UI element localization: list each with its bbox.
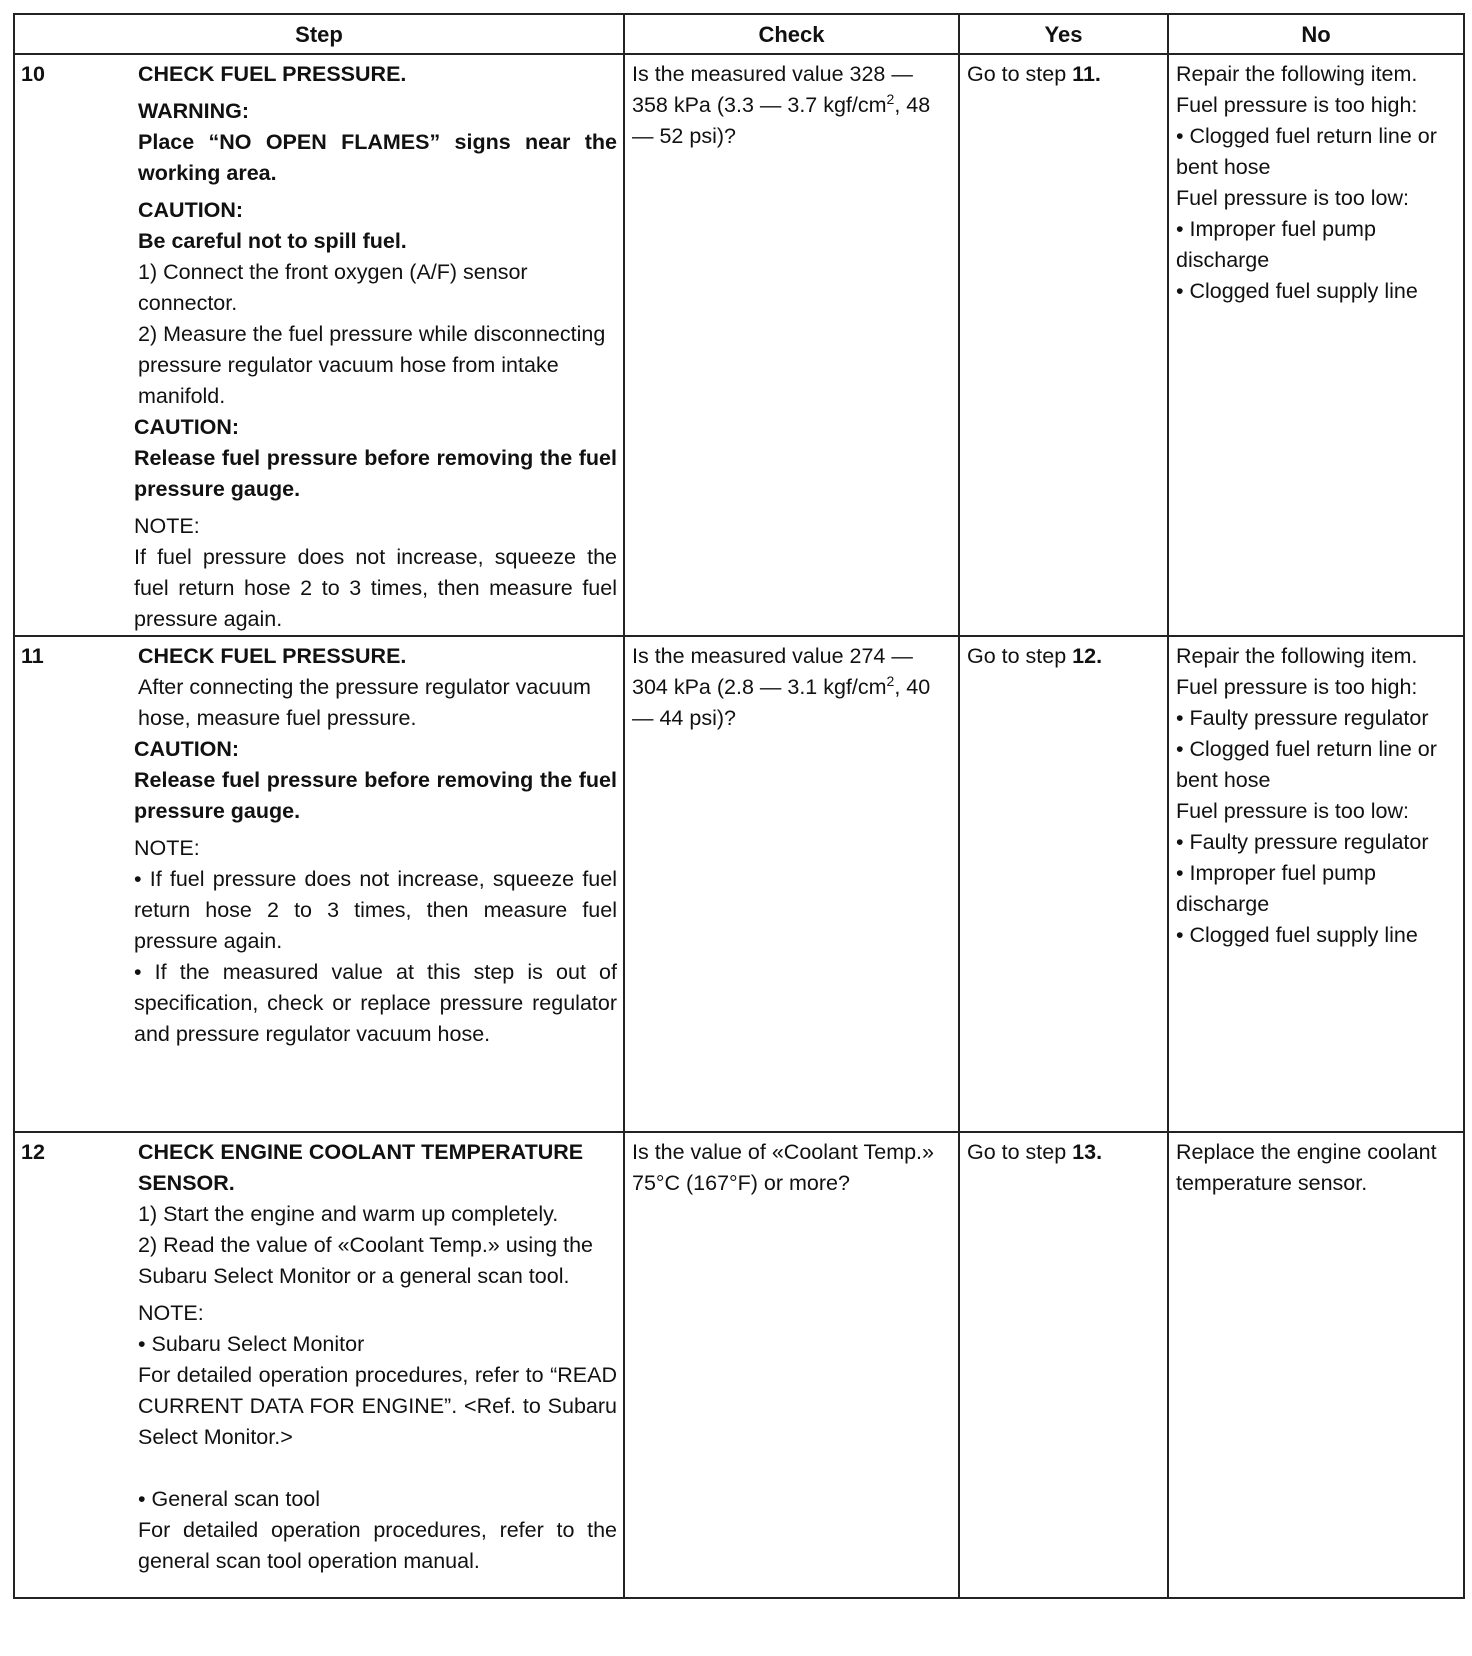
header-yes: Yes <box>959 14 1168 54</box>
note-label: NOTE: <box>134 836 200 860</box>
note-text: • If the measured value at this step is out of specification, check or replace pressure regulator and pressure regulator vacuum hose. <box>134 960 617 1046</box>
table-row-step-11 <box>14 636 1464 1132</box>
table-row-step-12 <box>14 1132 1464 1598</box>
table-row-step-10 <box>14 54 1464 636</box>
no-action-line: Replace the engine coolant temperature sensor. <box>1176 1140 1437 1195</box>
yes-action: Go to step 13. <box>967 1140 1103 1164</box>
step-number: 11 <box>21 644 44 668</box>
no-action-line: Fuel pressure is too low: <box>1176 186 1410 210</box>
no-action-line: • Clogged fuel return line or bent hose <box>1176 124 1437 179</box>
next-step-number: 13. <box>1072 1140 1103 1164</box>
header-step: Step <box>14 14 624 54</box>
step-title: CHECK FUEL PRESSURE. <box>138 62 407 86</box>
no-action-line: • Clogged fuel return line or bent hose <box>1176 737 1437 792</box>
procedure-step-2: 2) Measure the fuel pressure while disconnecting pressure regulator vacuum hose from intake manifold. <box>138 322 606 408</box>
procedure-intro: After connecting the pressure regulator vacuum hose, measure fuel pressure. <box>138 675 591 730</box>
check-question: Is the value of «Coolant Temp.» 75°C (167°F) or more? <box>632 1140 934 1195</box>
note-text: If fuel pressure does not increase, squeeze the fuel return hose 2 to 3 times, then measure fuel pressure again. <box>134 545 617 631</box>
diagnostic-table <box>13 13 1465 1599</box>
caution-label: CAUTION: <box>134 737 240 761</box>
caution-text: Release fuel pressure before removing the fuel pressure gauge. <box>134 446 617 501</box>
note-text: For detailed operation procedures, refer to the general scan tool operation manual. <box>138 1518 617 1573</box>
no-action-line: • Clogged fuel supply line <box>1176 279 1418 303</box>
caution-label: CAUTION: <box>138 198 244 222</box>
header-row <box>14 14 1464 54</box>
no-cell <box>1168 54 1464 636</box>
step-number: 10 <box>21 62 45 86</box>
no-action-line: Fuel pressure is too low: <box>1176 799 1410 823</box>
next-step-number: 11. <box>1072 62 1101 86</box>
check-question: Is the measured value 274 — 304 kPa (2.8 — 3.1 kgf/$cm^2$, 40 — 44 psi)? <box>632 644 931 730</box>
yes-action: Go to step 11. <box>967 62 1101 86</box>
yes-cell <box>959 1132 1168 1598</box>
caution-text: Release fuel pressure before removing the fuel pressure gauge. <box>134 768 617 823</box>
next-step-number: 12. <box>1072 644 1103 668</box>
note-label: NOTE: <box>134 514 200 538</box>
header-check: Check <box>624 14 959 54</box>
no-cell <box>1168 1132 1464 1598</box>
caution-label: CAUTION: <box>134 415 240 439</box>
yes-cell <box>959 54 1168 636</box>
procedure-step-2: 2) Read the value of «Coolant Temp.» using the Subaru Select Monitor or a general scan tool. <box>138 1233 593 1288</box>
note-item-label: • Subaru Select Monitor <box>138 1332 365 1356</box>
header-no: No <box>1168 14 1464 54</box>
no-action-line: Fuel pressure is too high: <box>1176 93 1418 117</box>
no-action-line: • Improper fuel pump discharge <box>1176 217 1376 272</box>
check-cell <box>624 636 959 1132</box>
note-label: NOTE: <box>138 1301 204 1325</box>
procedure-step-1: 1) Start the engine and warm up completely. <box>138 1202 559 1226</box>
caution-text: Be careful not to spill fuel. <box>138 229 407 253</box>
warning-label: WARNING: <box>138 99 250 123</box>
yes-cell <box>959 636 1168 1132</box>
check-cell <box>624 1132 959 1598</box>
note-text: For detailed operation procedures, refer to “READ CURRENT DATA FOR ENGINE”. <Ref. to Subaru Select Monitor.> <box>138 1363 617 1449</box>
procedure-step-1: 1) Connect the front oxygen (A/F) sensor connector. <box>138 260 528 315</box>
note-text: • If fuel pressure does not increase, squeeze fuel return hose 2 to 3 times, then measure fuel pressure again. <box>134 867 617 953</box>
yes-action: Go to step 12. <box>967 644 1103 668</box>
no-action-line: Repair the following item. <box>1176 644 1418 668</box>
step-title: CHECK ENGINE COOLANT TEMPERATURE SENSOR. <box>138 1140 584 1195</box>
step-title: CHECK FUEL PRESSURE. <box>138 644 407 668</box>
step-cell <box>14 54 624 636</box>
no-action-line: • Faulty pressure regulator <box>1176 830 1429 854</box>
check-cell <box>624 54 959 636</box>
no-cell <box>1168 636 1464 1132</box>
step-cell <box>14 1132 624 1598</box>
no-action-line: • Improper fuel pump discharge <box>1176 861 1376 916</box>
check-question: Is the measured value 328 — 358 kPa (3.3 — 3.7 kgf/$cm^2$, 48 — 52 psi)? <box>632 62 931 148</box>
no-action-line: • Faulty pressure regulator <box>1176 706 1429 730</box>
step-number: 12 <box>21 1140 45 1164</box>
no-action-line: • Clogged fuel supply line <box>1176 923 1418 947</box>
no-action-line: Repair the following item. <box>1176 62 1418 86</box>
step-cell <box>14 636 624 1132</box>
note-item-label: • General scan tool <box>138 1487 321 1511</box>
warning-text: Place “NO OPEN FLAMES” signs near the working area. <box>138 130 617 185</box>
no-action-line: Fuel pressure is too high: <box>1176 675 1418 699</box>
